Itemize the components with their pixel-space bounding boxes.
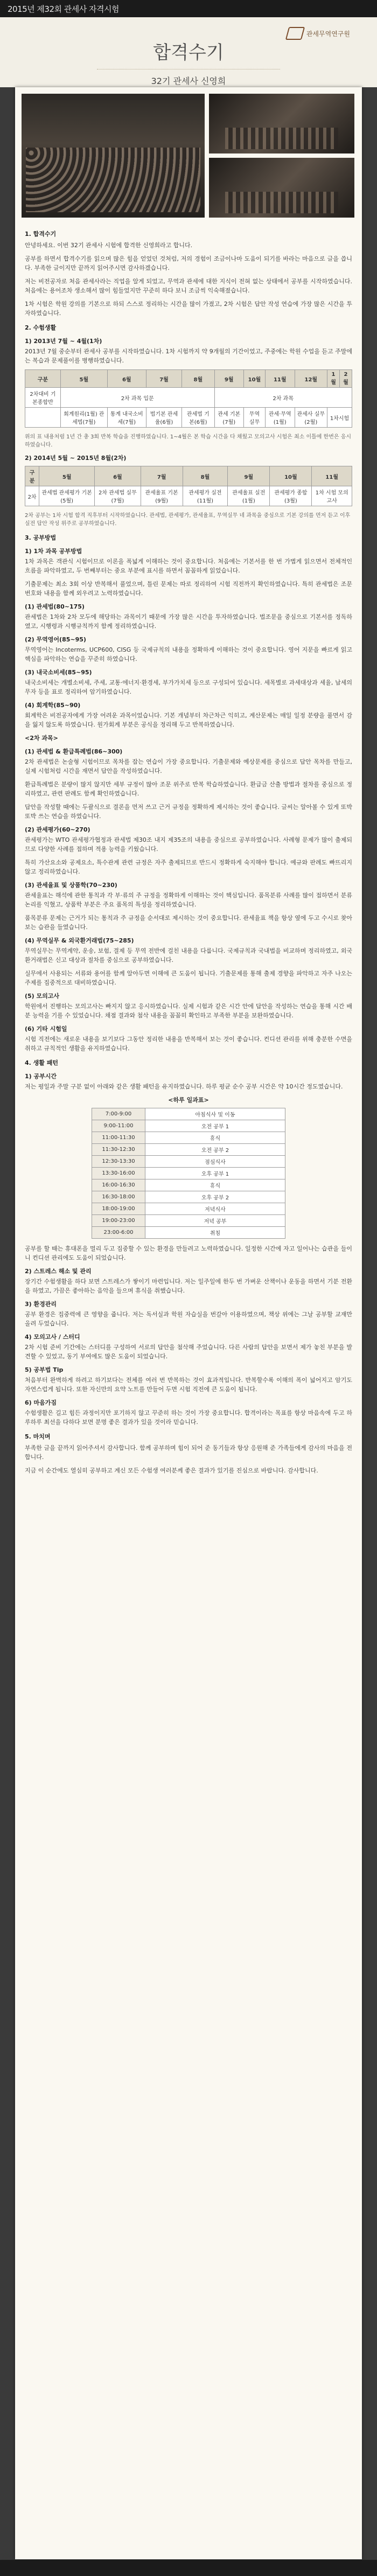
- table-row: [92, 1132, 285, 1144]
- paragraph: 2차 관세법은 논술형 시험이므로 목차를 잡는 연습이 가장 중요합니다. 기출문제와 예상문제를 중심으로 답안 목차를 만들고, 실제 시험처럼 시간을 재면서 답안을 작성하였습니다.: [25, 758, 352, 774]
- paragraph: 기출문제는 최소 3회 이상 반복해서 풀었으며, 틀린 문제는 따로 정리하여 시험 직전까지 확인하였습니다. 특히 관세법은 조문 번호와 내용을 함께 외우려고 노력하였습니다.: [25, 581, 352, 597]
- paragraph: 2차 시험 준비 기간에는 스터디를 구성하여 서로의 답안을 첨삭해 주었습니다. 다른 사람의 답안을 보면서 제가 놓친 부분을 발견할 수 있었고, 동기 부여에도 많은 도움이 되었습니다.: [25, 1344, 352, 1360]
- table-header-cell: 구분: [25, 466, 39, 486]
- activity-cell: 오전 공부 1: [145, 1120, 285, 1132]
- table-row: [25, 388, 352, 408]
- table-header-cell: 6월: [107, 370, 146, 388]
- subsection-title: (6) 기타 시험일: [25, 1025, 67, 1032]
- time-cell: 16:30-18:00: [92, 1191, 145, 1203]
- subsection-title: 2) 스트레스 해소 및 관리: [25, 1268, 92, 1275]
- table-cell: 2차 과목: [214, 388, 352, 408]
- table-cell: 통계 내국소비세(7월): [107, 408, 146, 428]
- banner-title: 2015년 제32회 관세사 자격시험: [8, 4, 119, 14]
- activity-cell: 휴식: [145, 1132, 285, 1144]
- top-banner: [0, 0, 377, 17]
- subsection-title: (5) 모의고사: [25, 993, 60, 1000]
- paragraph: 관세법은 1차와 2차 모두에 해당하는 과목이기 때문에 가장 많은 시간을 투자하였습니다. 법조문을 중심으로 기본서를 정독하였고, 시행령과 시행규칙까지 함께 정리하였습니다.: [25, 613, 352, 630]
- activity-cell: 취침: [145, 1227, 285, 1239]
- table-row: [92, 1144, 285, 1156]
- table-cell: 1차 시험 모의고사: [312, 486, 352, 506]
- table-cell: 관세 기본(7월): [214, 408, 243, 428]
- section-intro: [15, 229, 362, 318]
- subsection-title: 4) 모의고사 / 스터디: [25, 1334, 80, 1341]
- activity-cell: 휴식: [145, 1179, 285, 1191]
- table-header-cell: 5월: [60, 370, 107, 388]
- paragraph: 내국소비세는 개별소비세, 주세, 교통·에너지·환경세, 부가가치세 등으로 구성되어 있습니다. 세목별로 과세대상과 세율, 납세의무자 등을 표로 정리하여 암기하였습니다.: [25, 679, 352, 695]
- table-cell: 2차: [25, 486, 39, 506]
- table-header-cell: 10월: [270, 466, 312, 486]
- ceremony-photo-1: [209, 94, 354, 153]
- table-header-cell: 10월: [243, 370, 265, 388]
- table-cell: 관세평가 실전(11월): [183, 486, 228, 506]
- activity-cell: 아침식사 및 이동: [145, 1108, 285, 1120]
- subsection-title: 3) 환경관리: [25, 1301, 57, 1308]
- section-closing: [15, 1432, 362, 1475]
- table-cell: 관세·무역(1월): [265, 408, 295, 428]
- subsection-title: (4) 회계학(85~90): [25, 702, 81, 709]
- section-life-pattern-2: [15, 1244, 362, 1427]
- schedule-table-1-wrap: [15, 369, 362, 428]
- paragraph: 무역영어는 Incoterms, UCP600, CISG 등 국제규칙의 내용을 정확하게 이해하는 것이 중요합니다. 영어 지문을 빠르게 읽고 핵심을 파악하는 연습을 꾸준히 하였습니다.: [25, 646, 352, 662]
- table-header-cell: 12월: [295, 370, 327, 388]
- table-row: [92, 1203, 285, 1215]
- page-title: 합격수기: [153, 42, 224, 64]
- subsection-title: 1) 공부시간: [25, 1073, 57, 1080]
- subsection-title: (3) 내국소비세(85~95): [25, 669, 92, 676]
- paragraph: 지금 이 순간에도 열심히 공부하고 계신 모든 수험생 여러분께 좋은 결과가 있기를 진심으로 바랍니다. 감사합니다.: [25, 1467, 318, 1474]
- activity-cell: 저녁 공부: [145, 1215, 285, 1227]
- table-cell: 관세사 실무(2월): [295, 408, 327, 428]
- section-study-life: [15, 323, 362, 365]
- table-cell: 관세법 관세평가 기본(5월): [39, 486, 95, 506]
- table-cell: 2차대비 기본종합반: [25, 388, 61, 408]
- table-header-cell: 7월: [141, 466, 183, 486]
- subsection-title: 5) 공부법 Tip: [25, 1366, 64, 1373]
- table-cell: 1차시험: [327, 408, 352, 428]
- subsection-title: (1) 관세법(80~175): [25, 603, 85, 610]
- table-cell: 관세율표 실전(1월): [228, 486, 270, 506]
- subsection-title: 1) 1차 과목 공부방법: [25, 548, 82, 555]
- table-row: [92, 1120, 285, 1132]
- section-life-pattern: [15, 1058, 362, 1105]
- paragraph: 수험생활은 길고 힘든 과정이지만 포기하지 않고 꾸준히 하는 것이 가장 중요합니다. 합격이라는 목표를 항상 마음속에 두고 하루하루 최선을 다하다 보면 분명 좋은 결과가 있을 것이라 믿습니다.: [25, 1409, 352, 1426]
- table-row: [92, 1108, 285, 1120]
- paragraph: 공부를 하면서 합격수기를 읽으며 많은 힘을 얻었던 것처럼, 저의 경험이 조금이나마 도움이 되기를 바라는 마음으로 글을 씁니다. 부족한 글이지만 끝까지 읽어주시면 감사하겠습니다.: [25, 255, 352, 271]
- table-header-cell: 5월: [39, 466, 95, 486]
- time-cell: 13:30-16:00: [92, 1168, 145, 1179]
- paragraph: 공부를 할 때는 휴대폰을 멀리 두고 집중할 수 있는 환경을 만들려고 노력하였습니다. 일정한 시간에 자고 일어나는 습관을 들이니 컨디션 관리에도 도움이 되었습니다.: [25, 1245, 352, 1261]
- logo-text: 관세무역연구원: [306, 30, 350, 38]
- table-header-cell: 11월: [312, 466, 352, 486]
- table-row: [92, 1215, 285, 1227]
- paragraph: 답안을 작성할 때에는 두괄식으로 결론을 먼저 쓰고 근거 규정을 정확하게 제시하는 것이 좋습니다. 글씨는 알아볼 수 있게 또박또박 쓰는 연습을 하였습니다.: [25, 804, 352, 820]
- time-cell: 11:00-11:30: [92, 1132, 145, 1144]
- table-header-row: [25, 466, 352, 486]
- table-header-cell: 8월: [183, 466, 228, 486]
- schedule-table-1: [25, 369, 352, 428]
- schedule-table-2-wrap: [15, 466, 362, 506]
- paragraph: 1차 과목은 객관식 시험이므로 이론을 폭넓게 이해하는 것이 중요합니다. 처음에는 기본서를 한 번 가볍게 읽으면서 전체적인 흐름을 파악하였고, 두 번째부터는 중요 부분에 표시를 하면서 꼼꼼하게 읽었습니다.: [25, 558, 352, 574]
- activity-cell: 저녁식사: [145, 1203, 285, 1215]
- paragraph: 관세율표는 해석에 관한 통칙과 각 부·류의 주 규정을 정확하게 이해하는 것이 핵심입니다. 품목분류 사례를 많이 접하면서 분류 논리를 익혔고, 상품학 부분은 주요 품목의 특성을 정리하였습니다.: [25, 892, 352, 908]
- section-study-method: [15, 533, 362, 1053]
- subsection-title: <2차 과목>: [25, 735, 58, 742]
- activity-cell: 오전 공부 2: [145, 1144, 285, 1156]
- table-header-cell: 8월: [182, 370, 214, 388]
- time-cell: 9:00-11:00: [92, 1120, 145, 1132]
- ceremony-photo-2: [209, 158, 354, 218]
- paragraph: 특히 가산요소와 공제요소, 특수관계 관련 규정은 자주 출제되므로 반드시 정확하게 숙지해야 합니다. 예규와 판례도 빠뜨리지 않고 정리하였습니다.: [25, 859, 352, 875]
- header-area: [0, 17, 377, 87]
- paragraph: 관세평가는 WTO 관세평가협정과 관세법 제30조 내지 제35조의 내용을 중심으로 공부하였습니다. 사례형 문제가 많이 출제되므로 다양한 사례를 접하며 적용 능력을 키웠습니다.: [25, 836, 352, 853]
- subsection-title: 1) 2013년 7월 ~ 4월(1차): [25, 338, 102, 345]
- paragraph: 공부 환경은 집중력에 큰 영향을 줍니다. 저는 독서실과 학원 자습실을 번갈아 이용하였으며, 책상 위에는 그날 공부할 교재만 올려 두었습니다.: [25, 1311, 352, 1327]
- paragraph: 저는 평일과 주말 구분 없이 아래와 같은 생활 패턴을 유지하였습니다. 하루 평균 순수 공부 시간은 약 10시간 정도였습니다.: [25, 1083, 343, 1090]
- table-header-cell: 9월: [214, 370, 243, 388]
- paragraph: 회계학은 비전공자에게 가장 어려운 과목이었습니다. 기본 개념부터 차근차근 익히고, 계산문제는 매일 일정 분량을 풀면서 감을 잃지 않도록 하였습니다. 원가회계 부분은 공식을 정리해 두고 반복하였습니다.: [25, 712, 352, 728]
- daily-timetable: [92, 1108, 285, 1239]
- time-cell: 23:00-6:00: [92, 1227, 145, 1239]
- table-header-cell: 1월: [327, 370, 340, 388]
- paragraph: 무역실무는 무역계약, 운송, 보험, 결제 등 무역 전반에 걸친 내용을 다룹니다. 국제규칙과 국내법을 비교하며 정리하였고, 외국환거래법은 신고 대상과 절차를 중심으로 공부하였습니다.: [25, 947, 352, 964]
- paragraph: 시험 직전에는 새로운 내용을 보기보다 그동안 정리한 내용을 반복해서 보는 것이 좋습니다. 컨디션 관리를 위해 충분한 수면을 취하고 규칙적인 생활을 유지하였습니다.: [25, 1036, 352, 1052]
- photo-side-column: [209, 94, 354, 218]
- section-title: 4. 생활 패턴: [25, 1059, 58, 1066]
- section-title: 5. 마치며: [25, 1433, 51, 1440]
- time-cell: 7:00-9:00: [92, 1108, 145, 1120]
- paragraph: 품목분류 문제는 근거가 되는 통칙과 주 규정을 순서대로 제시하는 것이 중요합니다. 관세율표 책을 항상 옆에 두고 수시로 찾아보는 습관을 들였습니다.: [25, 914, 352, 931]
- table-header-cell: 2월: [339, 370, 352, 388]
- time-cell: 11:30-12:30: [92, 1144, 145, 1156]
- page-footer: [0, 2560, 377, 2576]
- table-header-cell: 7월: [146, 370, 181, 388]
- subsection-title: 6) 마음가짐: [25, 1399, 57, 1406]
- table-note: 2차 공부는 1차 시험 합격 직후부터 시작하였습니다. 관세법, 관세평가, 관세율표, 무역실무 네 과목을 중심으로 기본 강의를 먼저 듣고 이후 실전 답안 작성 위주로 공부하였습니다.: [25, 513, 351, 527]
- table-cell: 회계원리(1월) 관세법(7월): [60, 408, 107, 428]
- table-cell: 무역 실무: [243, 408, 265, 428]
- content-panel: [15, 87, 362, 2559]
- paragraph: 처음부터 완벽하게 하려고 하기보다는 전체를 여러 번 반복하는 것이 효과적입니다. 반복할수록 이해의 폭이 넓어지고 암기도 자연스럽게 됩니다. 또한 자신만의 요약 노트를 만들어 두면 시험 직전에 큰 도움이 됩니다.: [25, 1377, 352, 1393]
- paragraph: 학원에서 진행하는 모의고사는 빠지지 않고 응시하였습니다. 실제 시험과 같은 시간 안에 답안을 작성하는 연습을 통해 시간 배분 능력을 기를 수 있었습니다. 채점 결과와 첨삭 내용을 꼼꼼히 확인하고 부족한 부분을 보완하였습니다.: [25, 1003, 352, 1019]
- table-header-cell: 9월: [228, 466, 270, 486]
- page-subtitle: 32기 관세사 신영희: [151, 76, 226, 86]
- time-cell: 19:00-23:00: [92, 1215, 145, 1227]
- section-study-life-2: [15, 453, 362, 463]
- table-row: [92, 1191, 285, 1203]
- paragraph: 저는 비전공자로 처음 관세사라는 직업을 알게 되었고, 무역과 관세에 대한 지식이 전혀 없는 상태에서 공부를 시작하였습니다. 처음에는 용어조차 생소해서 많이 힘들었지만 꾸준히 하다 보니 조금씩 익숙해졌습니다.: [25, 278, 352, 294]
- section-title: 3. 공부방법: [25, 534, 57, 541]
- table-cell: 2차 관세법 실무(7월): [95, 486, 141, 506]
- subsection-title: (3) 관세율표 및 상품학(70~230): [25, 882, 117, 889]
- paragraph: 2013년 7월 중순부터 관세사 공부를 시작하였습니다. 1차 시험까지 약 9개월의 기간이었고, 주중에는 학원 수업을 듣고 주말에는 복습과 문제풀이를 병행하였습니다.: [25, 348, 352, 364]
- timetable-wrap: [15, 1108, 362, 1239]
- table-cell: 관세율표 기본(9월): [141, 486, 183, 506]
- table-row: [25, 486, 352, 506]
- table-row: [92, 1168, 285, 1179]
- time-cell: 16:00-16:30: [92, 1179, 145, 1191]
- activity-cell: 오후 공부 1: [145, 1168, 285, 1179]
- table-cell: [25, 408, 61, 428]
- paragraph: 1차 시험은 학원 강의를 기본으로 하되 스스로 정리하는 시간을 많이 가졌고, 2차 시험은 답안 작성 연습에 가장 많은 시간을 투자하였습니다.: [25, 301, 352, 317]
- subsection-title: (2) 관세평가(60~270): [25, 826, 90, 833]
- time-cell: 18:00-19:00: [92, 1203, 145, 1215]
- table-header-cell: 구분: [25, 370, 61, 388]
- section-title: 2. 수험생활: [25, 324, 57, 331]
- activity-cell: 점심식사: [145, 1156, 285, 1168]
- paragraph: 환급특례법은 분량이 많지 않지만 세부 규정이 많아 조문 위주로 반복 학습하였습니다. 환급금 산출 방법과 절차를 중심으로 정리하였고, 관련 판례도 함께 확인하였습니다.: [25, 781, 352, 797]
- timetable-caption: <하루 일과표>: [168, 1097, 209, 1104]
- table-row: [25, 408, 352, 428]
- table-cell: 관세법 기본(6월): [182, 408, 214, 428]
- subsection-title: (4) 무역실무 & 외국환거래법(75~285): [25, 937, 134, 944]
- time-cell: 12:30-13:30: [92, 1156, 145, 1168]
- group-photo: [22, 94, 205, 218]
- table-cell: 2차 과목 입문: [60, 388, 214, 408]
- table-cell: 관세평가 종합(3월): [270, 486, 312, 506]
- table-row: [92, 1227, 285, 1239]
- table-header-cell: 6월: [95, 466, 141, 486]
- paragraph: 부족한 글을 끝까지 읽어주셔서 감사합니다. 함께 공부하며 힘이 되어 준 동기들과 항상 응원해 준 가족들에게 감사의 마음을 전합니다.: [25, 1444, 352, 1461]
- subsection-title: (1) 관세법 & 환급특례법(86~300): [25, 748, 123, 755]
- schedule-table-2: [25, 466, 352, 506]
- table-header-row: [25, 370, 352, 388]
- photo-gallery: [15, 87, 362, 224]
- table-note: 위의 표 내용처럼 1년 간 총 3회 반복 학습을 진행하였습니다. 1~4월은 본 학습 시간을 다 채웠고 모의고사 시험은 최소 이틀에 한번은 응시하였습니다.: [25, 434, 352, 448]
- table-row: [92, 1179, 285, 1191]
- paragraph: 실무에서 사용되는 서류와 용어를 함께 알아두면 이해에 큰 도움이 됩니다. 기출문제를 통해 출제 경향을 파악하고 자주 나오는 주제를 집중적으로 대비하였습니다.: [25, 970, 352, 986]
- paragraph: 안녕하세요. 이번 32기 관세사 시험에 합격한 신영희라고 합니다.: [25, 242, 193, 249]
- subsection-title: 2) 2014년 5월 ~ 2015년 8월(2차): [25, 455, 127, 462]
- section-title: 1. 합격수기: [25, 231, 57, 238]
- activity-cell: 오후 공부 2: [145, 1191, 285, 1203]
- table-row: [92, 1156, 285, 1168]
- paragraph: 장기간 수험생활을 하다 보면 스트레스가 쌓이기 마련입니다. 저는 일주일에 한두 번 가벼운 산책이나 운동을 하면서 기분 전환을 하였고, 가끔은 좋아하는 음악을 들으며 휴식을 취했습니다.: [25, 1278, 352, 1294]
- subsection-title: (2) 무역영어(85~95): [25, 636, 86, 643]
- table-cell: 법기본 관세율(6월): [146, 408, 181, 428]
- table-header-cell: 11월: [265, 370, 295, 388]
